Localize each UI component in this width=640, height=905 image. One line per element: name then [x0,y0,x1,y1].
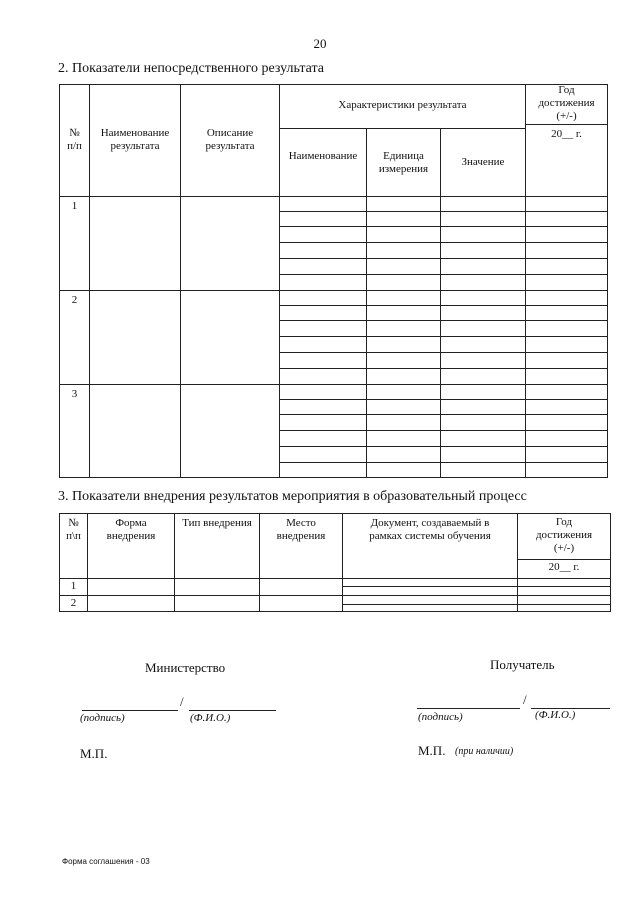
col-year-line2: достижения [538,97,595,109]
col-description-line1: Описание [206,127,254,139]
impl-col-type-header: Тип внедрения [182,517,252,529]
page-number: 20 [313,36,327,51]
impl-col-document-header [342,517,518,543]
col-name-header [89,127,181,153]
col-value-header: Значение [461,156,505,168]
impl-col-form-header [87,517,175,543]
recipient-slash: / [523,692,527,707]
col-name-line1: Наименование [100,127,170,139]
impl-col-document-line1: Документ, создаваемый в [370,517,490,529]
impl-col-year-line3: (+/-) [553,542,575,554]
col-description-header [180,127,280,153]
ministry-signature-caption: (подпись) [80,712,125,724]
col-year-line3: (+/-) [556,110,577,122]
ministry-stamp: М.П. [80,746,108,761]
impl-col-form-line1: Форма [115,517,147,529]
recipient-stamp-note: (при наличии) [455,746,514,757]
results-row-number: 3 [71,388,78,400]
impl-col-year-value: 20__ г. [548,561,580,573]
impl-col-place-line1: Место [286,517,316,529]
col-year-value: 20__ г. [551,128,582,140]
section-2-title: 2. Показатели непосредственного результата [58,61,324,76]
ministry-name-caption: (Ф.И.О.) [190,712,231,724]
col-unit-line2: измерения [378,163,429,175]
recipient-stamp: М.П. [418,743,446,758]
results-row-number: 1 [71,200,78,212]
impl-col-num-line2: п\п [66,530,81,542]
impl-col-num-header [59,517,88,543]
recipient-label: Получатель [490,657,555,672]
impl-col-place-header [259,517,343,543]
col-year-line1: Год [558,84,575,96]
col-name-line2: результата [110,140,160,152]
impl-row-number: 2 [70,597,77,609]
col-characteristics-header: Характеристики результата [338,99,467,111]
impl-col-form-line2: внедрения [106,530,156,542]
col-unit-line1: Единица [383,150,424,162]
col-num-line2: п/п [67,140,82,152]
impl-row-number: 1 [70,580,77,592]
col-num-header [59,127,90,153]
results-row-number: 2 [71,294,78,306]
impl-col-year-header [517,516,611,555]
impl-col-num-line1: № [68,517,79,529]
impl-col-year-line1: Год [555,516,573,528]
impl-col-document-line2: рамках системы обучения [369,530,491,542]
impl-col-place-line2: внедрения [276,530,326,542]
col-num-line1: № [69,127,80,139]
section-3-title: 3. Показатели внедрения результатов мероприятия в образовательный процесс [58,489,527,504]
recipient-signature-caption: (подпись) [418,711,463,723]
ministry-label: Министерство [145,660,226,675]
impl-col-year-line2: достижения [535,529,593,541]
recipient-name-caption: (Ф.И.О.) [535,709,576,721]
page-footer: Форма соглашения - 03 [62,857,150,866]
col-year-header [525,84,608,123]
col-unit-header [366,150,441,176]
ministry-slash: / [180,694,184,709]
col-char-name-header: Наименование [288,150,358,162]
col-description-line2: результата [205,140,255,152]
